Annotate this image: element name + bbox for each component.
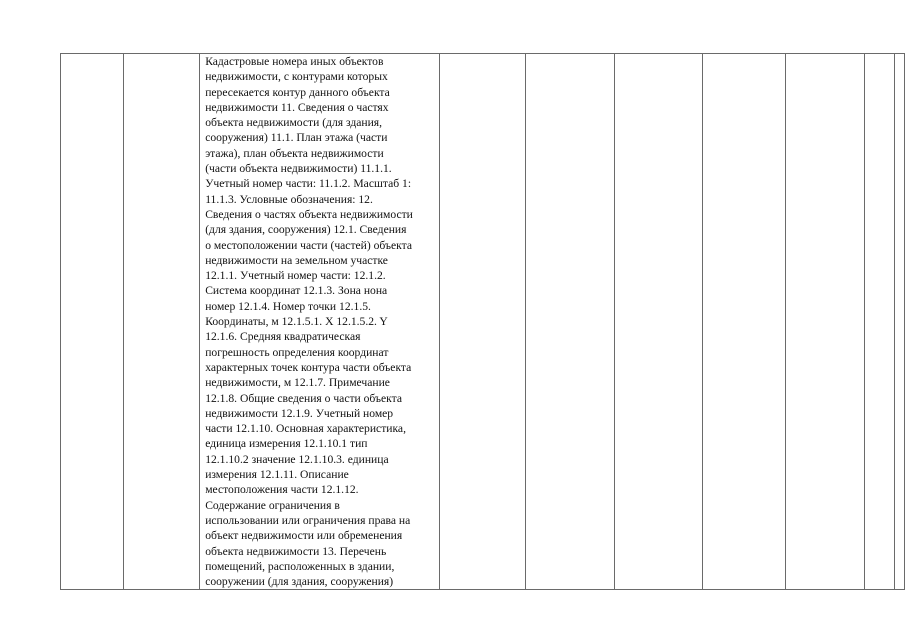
- document-table: [60, 53, 905, 590]
- cell-text-3: Кадастровые номера иных объектов недвижимости, с контурами которых пересекается контур данного объекта недвижимости 11. Сведения о частях объекта недвижимости (для здания, сооружения) 11.1. План этажа (части этажа), план объекта недвижимости (части объекта недвижимости) 11.1.1. Учетный номер части: 11.1.2. Масштаб 1: 11.1.3. Условные обозначения: 12. Сведения о частях объекта недвижимости (для здания, сооружения) 12.1. Сведения о местоположении части (частей) объекта недвижимости на земельном участке 12.1.1. Учетный номер части: 12.1.2. Система координат 12.1.3. Зона нона номер 12.1.4. Номер точки 12.1.5. Координаты, м 12.1.5.1. X 12.1.5.2. Y 12.1.6. Средняя квадратическая погрешность определения координат характерных точек контура части объекта недвижимости, м 12.1.7. Примечание 12.1.8. Общие сведения о части объекта недвижимости 12.1.9. Учетный номер части 12.1.10. Основная характеристика, единица измерения 12.1.10.1 тип 12.1.10.2 значение 12.1.10.3. единица измерения 12.1.11. Описание местоположения части 12.1.12. Содержание ограничения в использовании или ограничения права на объект недвижимости или обременения объекта недвижимости 13. Перечень помещений, расположенных в здании, сооружении (для здания, сооружения): [205, 55, 413, 589]
- table-cell-4: [439, 54, 525, 590]
- table-cell-8: [786, 54, 865, 590]
- table-cell-1: [61, 54, 124, 590]
- table-cell-5: [525, 54, 614, 590]
- table-cell-3: [200, 54, 440, 590]
- table-cell-7: [703, 54, 786, 590]
- table-row: [61, 54, 905, 590]
- table-cell-10: [894, 54, 904, 590]
- table-cell-2: [124, 54, 200, 590]
- table-cell-9: [865, 54, 895, 590]
- table-cell-6: [614, 54, 703, 590]
